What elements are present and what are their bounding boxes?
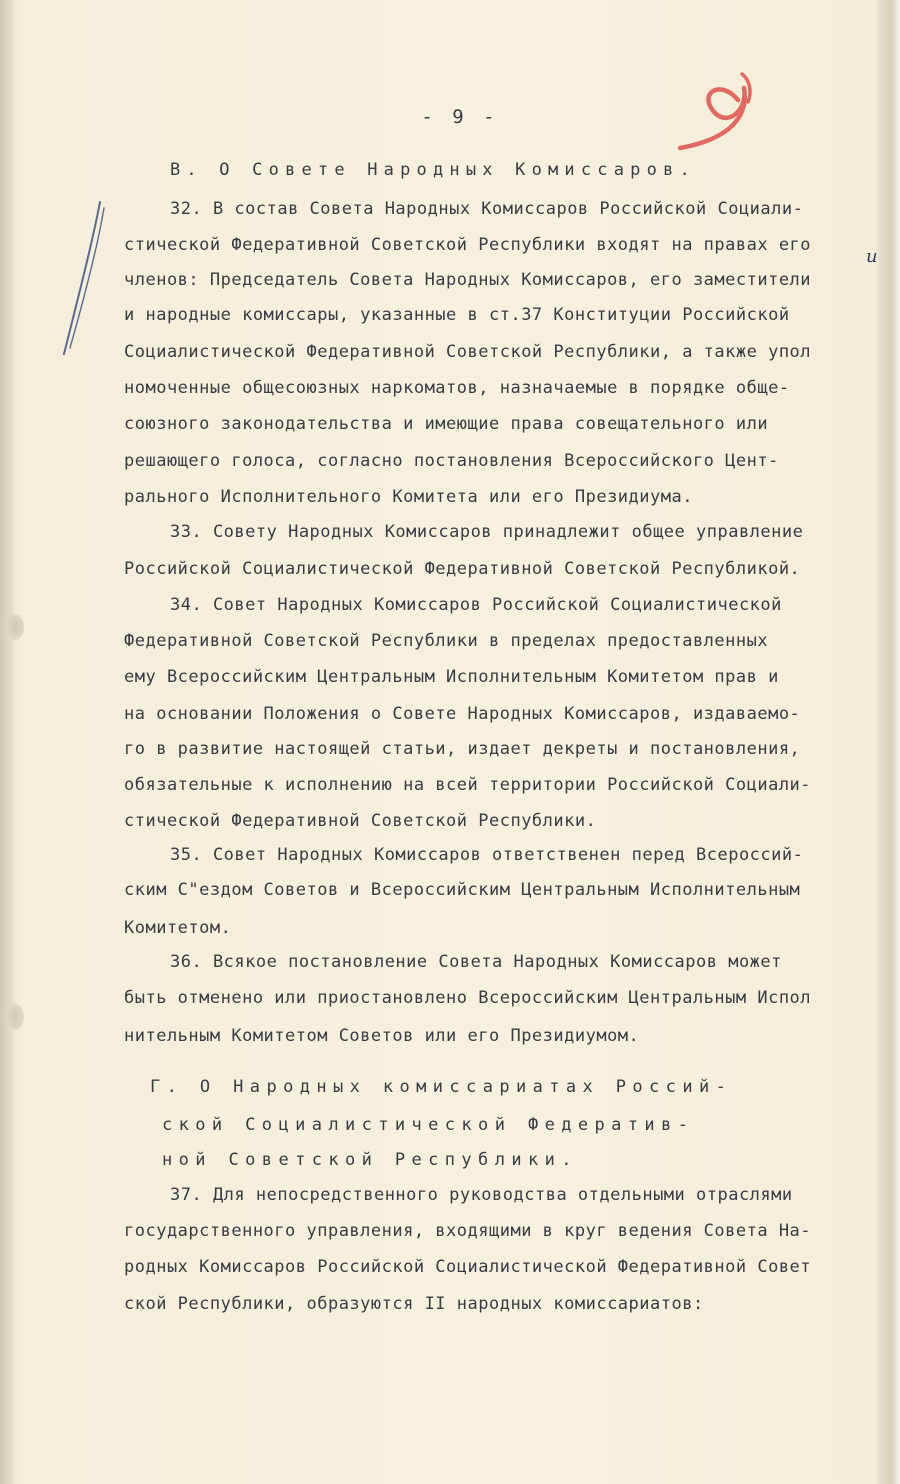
handwritten-page-number-mark bbox=[676, 68, 788, 156]
handwritten-correction: и bbox=[866, 246, 878, 267]
article-34-line: стической Федеративной Советской Республики. bbox=[124, 811, 597, 831]
punch-hole-upper bbox=[6, 614, 24, 640]
article-37-line: ской Республики, образуются II народных комиссариатов: bbox=[124, 1294, 704, 1314]
article-37-line: 37. Для непосредственного руководства отдельными отраслями bbox=[170, 1185, 793, 1205]
article-32-line: Социалистической Федеративной Советской Республики, а также упол bbox=[124, 342, 812, 362]
handwritten-margin-stroke bbox=[56, 198, 112, 358]
section-g-heading-line: Г. О Народных комиссариатах Россий- bbox=[150, 1077, 733, 1097]
article-32-line: членов: Председатель Совета Народных Комиссаров, его заместители bbox=[124, 270, 812, 290]
article-34-line: Федеративной Советской Республики в пределах предоставленных bbox=[124, 631, 769, 651]
article-35-line: 35. Совет Народных Комиссаров ответственен перед Всероссий- bbox=[170, 845, 804, 865]
article-32-line: стической Федеративной Советской Республики входят на правах его bbox=[124, 235, 812, 255]
section-v-heading: В. О Совете Народных Комиссаров. bbox=[170, 160, 696, 180]
article-32-line: 32. В состав Совета Народных Комиссаров Российской Социали- bbox=[170, 199, 804, 219]
article-32-line: рального Исполнительного Комитета или его Президиума. bbox=[124, 487, 693, 507]
section-g-heading-line: ской Социалистической Федератив- bbox=[162, 1115, 695, 1135]
article-34-line: обязательные к исполнению на всей территории Российской Социали- bbox=[124, 775, 812, 795]
article-32-line: решающего голоса, согласно постановления Всероссийского Цент- bbox=[124, 451, 779, 471]
article-34-line: на основании Положения о Совете Народных Комиссаров, издаваемо- bbox=[124, 704, 801, 724]
page-number: - 9 - bbox=[421, 106, 499, 128]
page-right-edge bbox=[878, 0, 900, 1484]
article-34-line: 34. Совет Народных Комиссаров Российской Социалистической bbox=[170, 595, 782, 615]
section-g-heading-line: ной Советской Республики. bbox=[162, 1150, 578, 1170]
article-36-line: 36. Всякое постановление Совета Народных Комиссаров может bbox=[170, 952, 782, 972]
punch-hole-lower bbox=[6, 1004, 24, 1030]
article-36-line: быть отменено или приостановлено Всероссийским Центральным Испол bbox=[124, 988, 812, 1008]
article-33-line: 33. Совету Народных Комиссаров принадлежит общее управление bbox=[170, 522, 804, 542]
article-32-line: и народные комиссары, указанные в ст.37 Конституции Российской bbox=[124, 305, 790, 325]
article-37-line: государственного управления, входящими в круг ведения Совета На- bbox=[124, 1221, 812, 1241]
article-34-line: го в развитие настоящей статьи, издает декреты и постановления, bbox=[124, 739, 801, 759]
article-32-line: номоченные общесоюзных наркоматов, назначаемые в порядке обще- bbox=[124, 378, 790, 398]
article-37-line: родных Комиссаров Российской Социалистической Федеративной Совет bbox=[124, 1257, 812, 1277]
article-35-line: Комитетом. bbox=[124, 918, 232, 938]
article-32-line: союзного законодательства и имеющие права совещательного или bbox=[124, 414, 769, 434]
article-33-line: Российской Социалистической Федеративной Советской Республикой. bbox=[124, 559, 801, 579]
article-35-line: ским С"ездом Советов и Всероссийским Центральным Исполнительным bbox=[124, 880, 801, 900]
article-36-line: нительным Комитетом Советов или его Президиумом. bbox=[124, 1026, 640, 1046]
article-34-line: ему Всероссийским Центральным Исполнительным Комитетом прав и bbox=[124, 667, 779, 687]
page-left-edge bbox=[0, 0, 14, 1484]
